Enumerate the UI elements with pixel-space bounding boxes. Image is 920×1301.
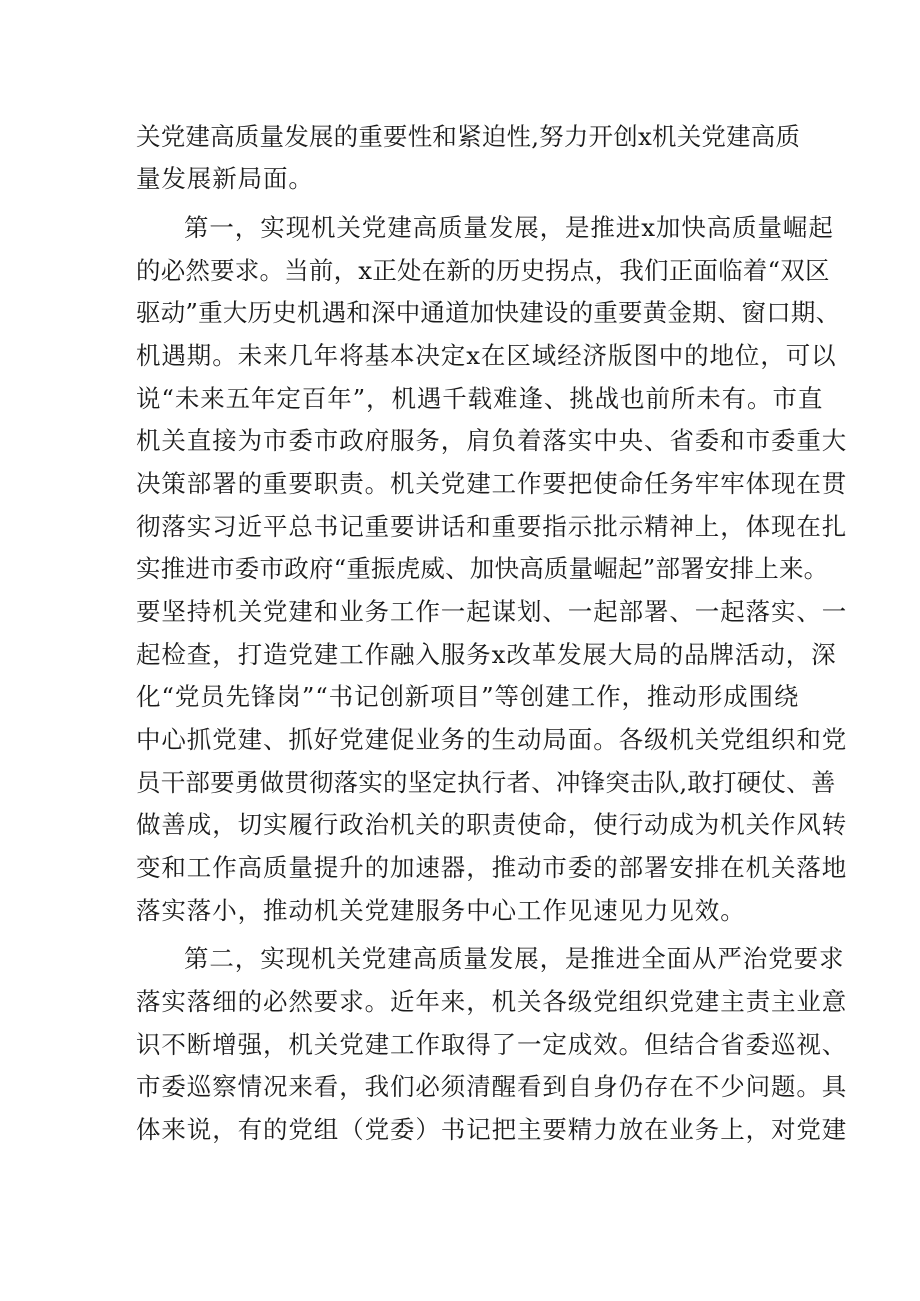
text-line: 做善成，切实履行政治机关的职责使命，使行动成为机关作风转 [136,810,848,839]
text-line: 中心抓党建、抓好党建促业务的生动局面。各级机关党组织和党 [136,725,848,754]
text-line: 落实落细的必然要求。近年来，机关各级党组织党建主责主业意 [136,987,848,1016]
paragraph-start-line: 第二，实现机关党建高质量发展，是推进全面从严治党要求 [184,944,845,973]
paragraph-start-line: 第一，实现机关党建高质量发展，是推进x加快高质量崛起 [184,213,834,242]
text-line: 彻落实习近平总书记重要讲话和重要指示批示精神上，体现在扎 [136,512,848,541]
text-line: 实推进市委市政府“重振虎威、加快高质量崛起”部署安排上来。 [136,554,829,583]
text-line: 驱动”重大历史机遇和深中通道加快建设的重要黄金期、窗口期、 [136,298,841,327]
text-line: 量发展新局面。 [136,164,314,193]
text-line: 机关直接为市委市政府服务，肩负着落实中央、省委和市委重大 [136,426,848,455]
text-line: 说“未来五年定百年”，机遇千载难逢、挑战也前所未有。市直 [136,384,824,413]
text-line: 决策部署的重要职责。机关党建工作要把使命任务牢牢体现在贯 [136,469,848,498]
text-line: 落实落小，推动机关党建服务中心工作见速见力见效。 [136,896,746,925]
text-line: 化“党员先锋岗”“书记创新项目”等创建工作，推动形成围绕 [136,682,800,711]
text-line: 市委巡察情况来看，我们必须清醒看到自身仍存在不少问题。具 [136,1072,848,1101]
text-line: 关党建高质量发展的重要性和紧迫性,努力开创x机关党建高质 [136,122,801,151]
text-line: 员干部要勇做贯彻落实的坚定执行者、冲锋突击队,敢打硬仗、善 [136,768,836,797]
text-line: 机遇期。未来几年将基本决定x在区域经济版图中的地位，可以 [136,341,837,370]
text-line: 要坚持机关党建和业务工作一起谋划、一起部署、一起落实、一 [136,597,848,626]
text-line: 变和工作高质量提升的加速器，推动市委的部署安排在机关落地 [136,853,848,882]
text-line: 起检查，打造党建工作融入服务x改革发展大局的品牌活动，深 [136,640,837,669]
text-line: 识不断增强，机关党建工作取得了一定成效。但结合省委巡视、 [136,1030,848,1059]
text-line: 体来说，有的党组（党委）书记把主要精力放在业务上，对党建 [136,1115,848,1144]
text-line: 的必然要求。当前，x正处在新的历史拐点，我们正面临着“双区 [136,256,830,285]
